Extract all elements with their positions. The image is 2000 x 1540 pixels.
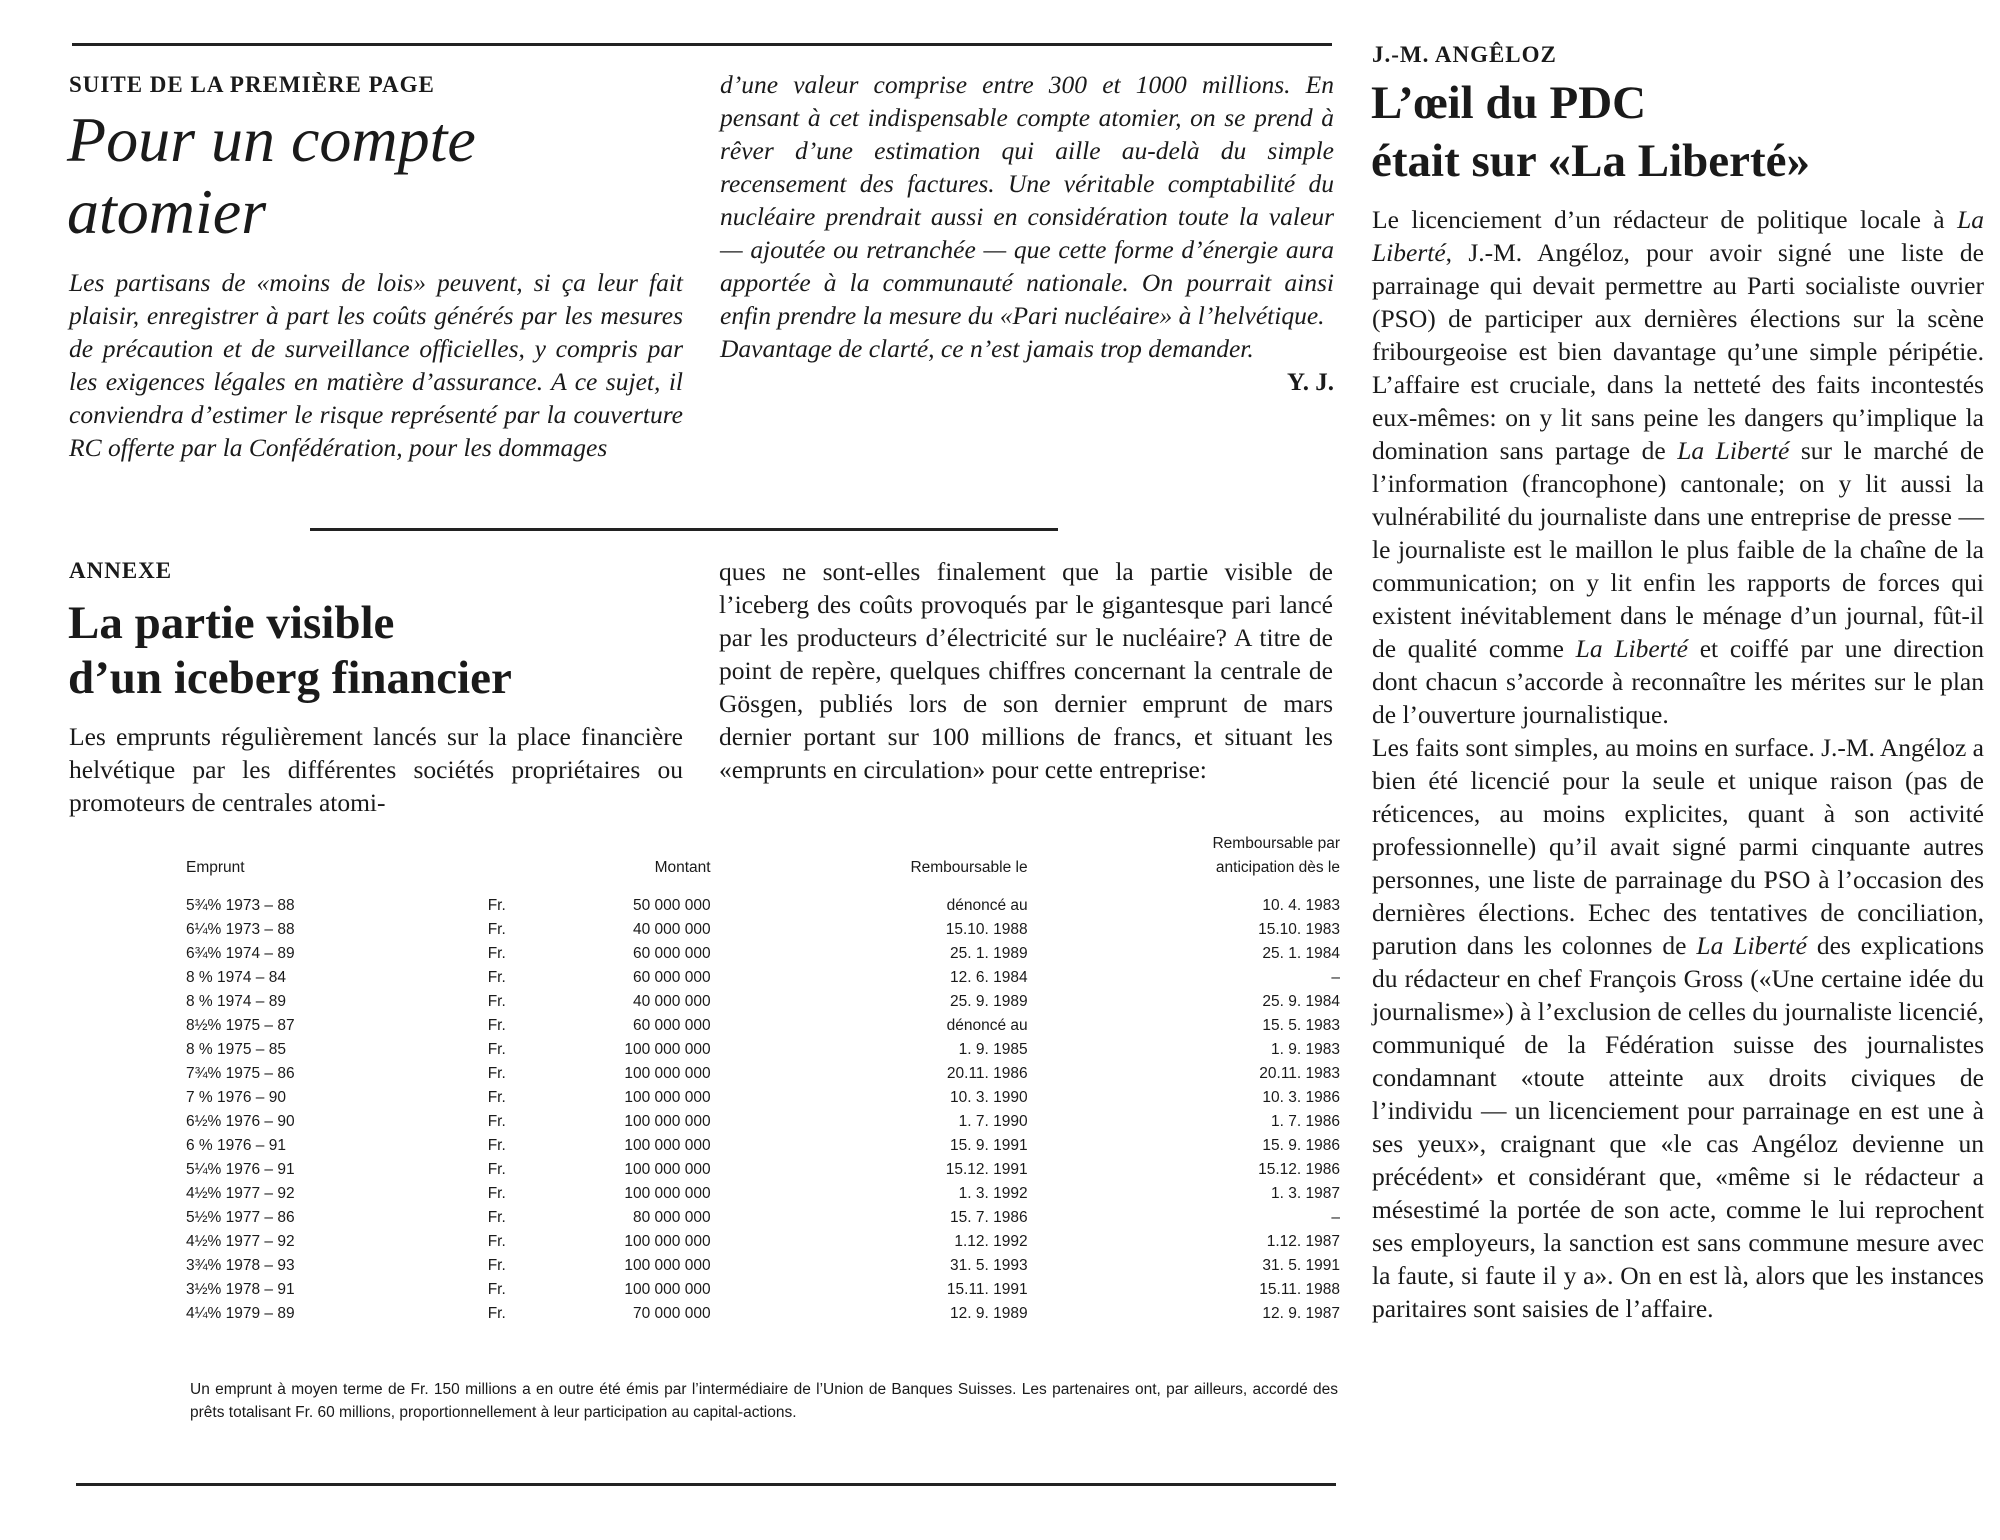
cell-anticipation: 10. 4. 1983 bbox=[1262, 897, 1340, 914]
cell-emprunt: 5¼% 1976 – 91 bbox=[186, 1161, 295, 1178]
cell-remboursable: 1. 9. 1985 bbox=[958, 1041, 1028, 1058]
cell-montant: 100 000 000 bbox=[624, 1137, 711, 1154]
cell-remboursable: 20.11. 1986 bbox=[946, 1065, 1028, 1082]
cell-fr: Fr. bbox=[487, 1161, 506, 1178]
cell-emprunt: 7¾% 1975 – 86 bbox=[186, 1065, 295, 1082]
cell-montant: 100 000 000 bbox=[624, 1089, 711, 1106]
cell-anticipation: 1. 9. 1983 bbox=[1271, 1041, 1340, 1058]
cell-anticipation: 15.11. 1988 bbox=[1259, 1281, 1340, 1298]
header-montant: Montant bbox=[654, 859, 711, 876]
header-anticipation-line1: Remboursable par bbox=[1212, 835, 1340, 852]
cell-remboursable: 1. 7. 1990 bbox=[958, 1113, 1028, 1130]
cell-emprunt: 4½% 1977 – 92 bbox=[186, 1233, 295, 1250]
cell-remboursable: 1.12. 1992 bbox=[954, 1233, 1028, 1250]
table-row bbox=[186, 1206, 1340, 1230]
article3-title-line2: était sur «La Liberté» bbox=[1371, 135, 1811, 187]
header-remboursable: Remboursable le bbox=[910, 859, 1028, 876]
middle-rule bbox=[310, 528, 1058, 531]
cell-emprunt: 5¾% 1973 – 88 bbox=[186, 897, 295, 914]
article3-title-line1: L’œil du PDC bbox=[1371, 77, 1647, 129]
cell-emprunt: 6 % 1976 – 91 bbox=[186, 1137, 286, 1154]
cell-montant: 60 000 000 bbox=[633, 945, 711, 962]
cell-remboursable: 31. 5. 1993 bbox=[950, 1257, 1028, 1274]
article2-col2: ques ne sont-elles finalement que la partie visible de l’iceberg des coûts provoqués par le gigantesque pari lancé par les producteurs d’électricité sur le nucléaire? A titre de point de repère, quelques chiffres concernant la centrale de Gösgen, publiés lors de son dernier emprunt de mars dernier portant sur 100 millions de francs, et situant les «emprunts en circulation» pour cette entreprise: bbox=[719, 557, 1333, 784]
cell-fr: Fr. bbox=[487, 1209, 506, 1226]
loans-table bbox=[186, 832, 1340, 1326]
cell-anticipation: 31. 5. 1991 bbox=[1262, 1257, 1340, 1274]
cell-anticipation: 1.12. 1987 bbox=[1266, 1233, 1340, 1250]
cell-emprunt: 3½% 1978 – 91 bbox=[186, 1281, 295, 1298]
cell-fr: Fr. bbox=[487, 1257, 506, 1274]
cell-montant: 40 000 000 bbox=[633, 993, 711, 1010]
cell-emprunt: 7 % 1976 – 90 bbox=[186, 1089, 286, 1106]
cell-anticipation: 15.10. 1983 bbox=[1258, 921, 1340, 938]
header-anticipation bbox=[1028, 832, 1340, 894]
table-row bbox=[186, 1182, 1340, 1206]
cell-montant: 80 000 000 bbox=[633, 1209, 711, 1226]
loans-table-body bbox=[186, 894, 1340, 1326]
table-row bbox=[186, 1134, 1340, 1158]
article1-signature: Y. J. bbox=[1286, 369, 1334, 396]
article1-title: Pour un compte atomier bbox=[67, 104, 476, 247]
cell-montant: 60 000 000 bbox=[633, 1017, 711, 1034]
cell-remboursable: 15.11. 1991 bbox=[946, 1281, 1028, 1298]
article1-col2-p2: Davantage de clarté, ce n’est jamais trop demander. bbox=[720, 334, 1254, 363]
cell-remboursable: 12. 9. 1989 bbox=[950, 1305, 1028, 1322]
loans-table-header bbox=[186, 832, 1340, 894]
article2-col1: Les emprunts régulièrement lancés sur la place financière helvétique par les différentes sociétés propriétaires ou promoteurs de centrales atomi- bbox=[69, 722, 683, 817]
cell-emprunt: 8½% 1975 – 87 bbox=[186, 1017, 295, 1034]
cell-montant: 50 000 000 bbox=[633, 897, 711, 914]
table-row bbox=[186, 1278, 1340, 1302]
cell-montant: 70 000 000 bbox=[633, 1305, 711, 1322]
cell-remboursable: 1. 3. 1992 bbox=[958, 1185, 1028, 1202]
cell-fr: Fr. bbox=[487, 1137, 506, 1154]
cell-remboursable: dénoncé au bbox=[946, 1017, 1028, 1034]
cell-fr: Fr. bbox=[487, 1041, 506, 1058]
cell-anticipation: 25. 9. 1984 bbox=[1262, 993, 1340, 1010]
article1-col2 bbox=[720, 68, 1334, 397]
cell-montant: 100 000 000 bbox=[624, 1281, 711, 1298]
cell-anticipation: 10. 3. 1986 bbox=[1262, 1089, 1340, 1106]
header-anticipation-line2: anticipation dès le bbox=[1215, 859, 1340, 876]
cell-fr: Fr. bbox=[487, 1185, 506, 1202]
article2-title-line2: d’un iceberg financier bbox=[68, 652, 512, 704]
cell-remboursable: 12. 6. 1984 bbox=[950, 969, 1028, 986]
table-row bbox=[186, 918, 1340, 942]
cell-emprunt: 8 % 1974 – 84 bbox=[186, 969, 286, 986]
cell-remboursable: 15.10. 1988 bbox=[945, 921, 1028, 938]
table-row bbox=[186, 1038, 1340, 1062]
cell-fr: Fr. bbox=[487, 1017, 506, 1034]
table-row bbox=[186, 1086, 1340, 1110]
article3-kicker: J.-M. ANGÊLOZ bbox=[1372, 42, 1557, 67]
article3-paragraph-1: Le licenciement d’un rédacteur de politique locale à La Liberté, J.-M. Angéloz, pour avoir signé une liste de parrainage qui devait permettre au Parti socialiste ouvrier (PSO) de participer aux dernières élections sur la scène fribourgeoise est bien davantage qu’une simple péripétie. L’affaire est cruciale, dans la netteté des faits incontestés eux-mêmes: on y lit sans peine les dangers qu’implique la domination sans partage de La Liberté sur le marché de l’information (francophone) cantonale; on y lit aussi la vulnérabilité du journaliste dans une entreprise de presse — le journaliste est le maillon le plus faible de la chaîne de la communication; on y lit enfin les rapports de forces qui existent inévitablement dans le ménage d’un journal, fût-il de qualité comme La Liberté et coiffé par une direction dont chacun s’accorde à reconnaître les mérites sur le plan de l’ouverture journalistique. bbox=[1372, 205, 1985, 729]
cell-fr: Fr. bbox=[487, 1113, 506, 1130]
header-emprunt: Emprunt bbox=[186, 859, 245, 876]
bottom-rule bbox=[76, 1483, 1336, 1486]
article2-title-line1: La partie visible bbox=[68, 597, 395, 649]
cell-montant: 60 000 000 bbox=[633, 969, 711, 986]
cell-emprunt: 4¼% 1979 – 89 bbox=[186, 1305, 295, 1322]
cell-anticipation: 15.12. 1986 bbox=[1258, 1161, 1340, 1178]
cell-fr: Fr. bbox=[487, 921, 506, 938]
table-footnote: Un emprunt à moyen terme de Fr. 150 millions a en outre été émis par l’intermédiaire de l’Union de Banques Suisses. Les partenaires ont, par ailleurs, accordé des prêts totalisant Fr. 60 millions, proportionnellement à leur participation au capital-actions. bbox=[190, 1381, 1338, 1421]
cell-remboursable: 10. 3. 1990 bbox=[950, 1089, 1028, 1106]
cell-anticipation: 1. 3. 1987 bbox=[1271, 1185, 1340, 1202]
cell-fr: Fr. bbox=[487, 1233, 506, 1250]
cell-emprunt: 5½% 1977 – 86 bbox=[186, 1209, 295, 1226]
cell-montant: 100 000 000 bbox=[624, 1161, 711, 1178]
cell-montant: 100 000 000 bbox=[624, 1065, 711, 1082]
cell-remboursable: 15.12. 1991 bbox=[945, 1161, 1028, 1178]
cell-anticipation: 12. 9. 1987 bbox=[1262, 1305, 1340, 1322]
cell-anticipation: 15. 9. 1986 bbox=[1262, 1137, 1340, 1154]
cell-fr: Fr. bbox=[487, 969, 506, 986]
table-row bbox=[186, 1158, 1340, 1182]
table-row bbox=[186, 1230, 1340, 1254]
article1-col2-p1: d’une valeur comprise entre 300 et 1000 millions. En pensant à cet indispensable compte atomier, on se prend à rêver d’une estimation qui aille au-delà du simple recensement des factures. Une véritable comptabilité du nucléaire prendrait aussi en considération toute la valeur — ajoutée ou retranchée — que cette forme d’énergie aura apportée à la communauté nationale. On pourrait ainsi enfin prendre la mesure du «Pari nucléaire» à l’helvétique. bbox=[720, 70, 1334, 330]
cell-montant: 100 000 000 bbox=[624, 1233, 711, 1250]
article3-body bbox=[1372, 203, 1984, 1325]
cell-emprunt: 3¾% 1978 – 93 bbox=[186, 1257, 295, 1274]
cell-montant: 100 000 000 bbox=[624, 1041, 711, 1058]
table-row bbox=[186, 1014, 1340, 1038]
article2-kicker: ANNEXE bbox=[69, 558, 173, 583]
table-row bbox=[186, 1062, 1340, 1086]
cell-remboursable: 15. 9. 1991 bbox=[950, 1137, 1028, 1154]
cell-fr: Fr. bbox=[487, 897, 506, 914]
cell-fr: Fr. bbox=[487, 993, 506, 1010]
cell-fr: Fr. bbox=[487, 1089, 506, 1106]
table-row bbox=[186, 1254, 1340, 1278]
article1-col1: Les partisans de «moins de lois» peuvent, si ça leur fait plaisir, enregistrer à part les coûts générés par les mesures de précaution et de surveillance officielles, y compris par les exigences légales en matière d’assurance. A ce sujet, il conviendra d’estimer le risque représenté par la couverture RC offerte par la Confédération, pour les dommages bbox=[69, 268, 683, 462]
article3-paragraph-2: Les faits sont simples, au moins en surface. J.-M. Angéloz a bien été licencié pour la seule et unique raison (pas de réticences, au moins explicites, quant à son activité professionnelle) qu’il avait signé parmi cinquante autres personnes, une liste de parrainage du PSO à l’occasion des dernières élections. Echec des tentatives de conciliation, parution dans les colonnes de La Liberté des explications du rédacteur en chef François Gross («Une certaine idée du journalisme») à l’exclusion de celles du journaliste licencié, communiqué de la Fédération suisse des journalistes condamnant «toute atteinte aux droits civiques de l’individu — un licenciement pour parrainage en est une à ses yeux», craignant que «le cas Angéloz devienne un précédent» et considérant que, «même si le rédacteur a mésestimé la portée de son acte, comme le lui reprochent ses employeurs, la sanction est sans commune mesure avec la faute, si faute il y a». On en est là, alors que les instances paritaires sont saisies de l’affaire. bbox=[1372, 733, 1985, 1323]
cell-emprunt: 4½% 1977 – 92 bbox=[186, 1185, 295, 1202]
cell-emprunt: 8 % 1975 – 85 bbox=[186, 1041, 286, 1058]
cell-remboursable: 25. 9. 1989 bbox=[950, 993, 1028, 1010]
cell-anticipation: 20.11. 1983 bbox=[1259, 1065, 1340, 1082]
cell-montant: 100 000 000 bbox=[624, 1113, 711, 1130]
cell-remboursable: dénoncé au bbox=[946, 897, 1028, 914]
cell-anticipation: 15. 5. 1983 bbox=[1262, 1017, 1340, 1034]
cell-remboursable: 25. 1. 1989 bbox=[950, 945, 1028, 962]
cell-emprunt: 6¾% 1974 – 89 bbox=[186, 945, 295, 962]
table-row bbox=[186, 942, 1340, 966]
cell-montant: 100 000 000 bbox=[624, 1257, 711, 1274]
cell-anticipation: – bbox=[1331, 1209, 1340, 1226]
cell-emprunt: 8 % 1974 – 89 bbox=[186, 993, 286, 1010]
table-row bbox=[186, 966, 1340, 990]
cell-montant: 100 000 000 bbox=[624, 1185, 711, 1202]
table-row bbox=[186, 894, 1340, 918]
cell-emprunt: 6½% 1976 – 90 bbox=[186, 1113, 295, 1130]
cell-fr: Fr. bbox=[487, 1281, 506, 1298]
cell-fr: Fr. bbox=[487, 1305, 506, 1322]
cell-anticipation: 1. 7. 1986 bbox=[1271, 1113, 1340, 1130]
table-row bbox=[186, 990, 1340, 1014]
article1-kicker: SUITE DE LA PREMIÈRE PAGE bbox=[69, 72, 435, 97]
cell-montant: 40 000 000 bbox=[633, 921, 711, 938]
cell-remboursable: 15. 7. 1986 bbox=[950, 1209, 1028, 1226]
cell-fr: Fr. bbox=[487, 945, 506, 962]
table-row bbox=[186, 1302, 1340, 1326]
cell-emprunt: 6¼% 1973 – 88 bbox=[186, 921, 295, 938]
table-row bbox=[186, 1110, 1340, 1134]
top-rule bbox=[72, 43, 1332, 46]
cell-anticipation: – bbox=[1331, 969, 1340, 986]
cell-fr: Fr. bbox=[487, 1065, 506, 1082]
cell-anticipation: 25. 1. 1984 bbox=[1262, 945, 1340, 962]
